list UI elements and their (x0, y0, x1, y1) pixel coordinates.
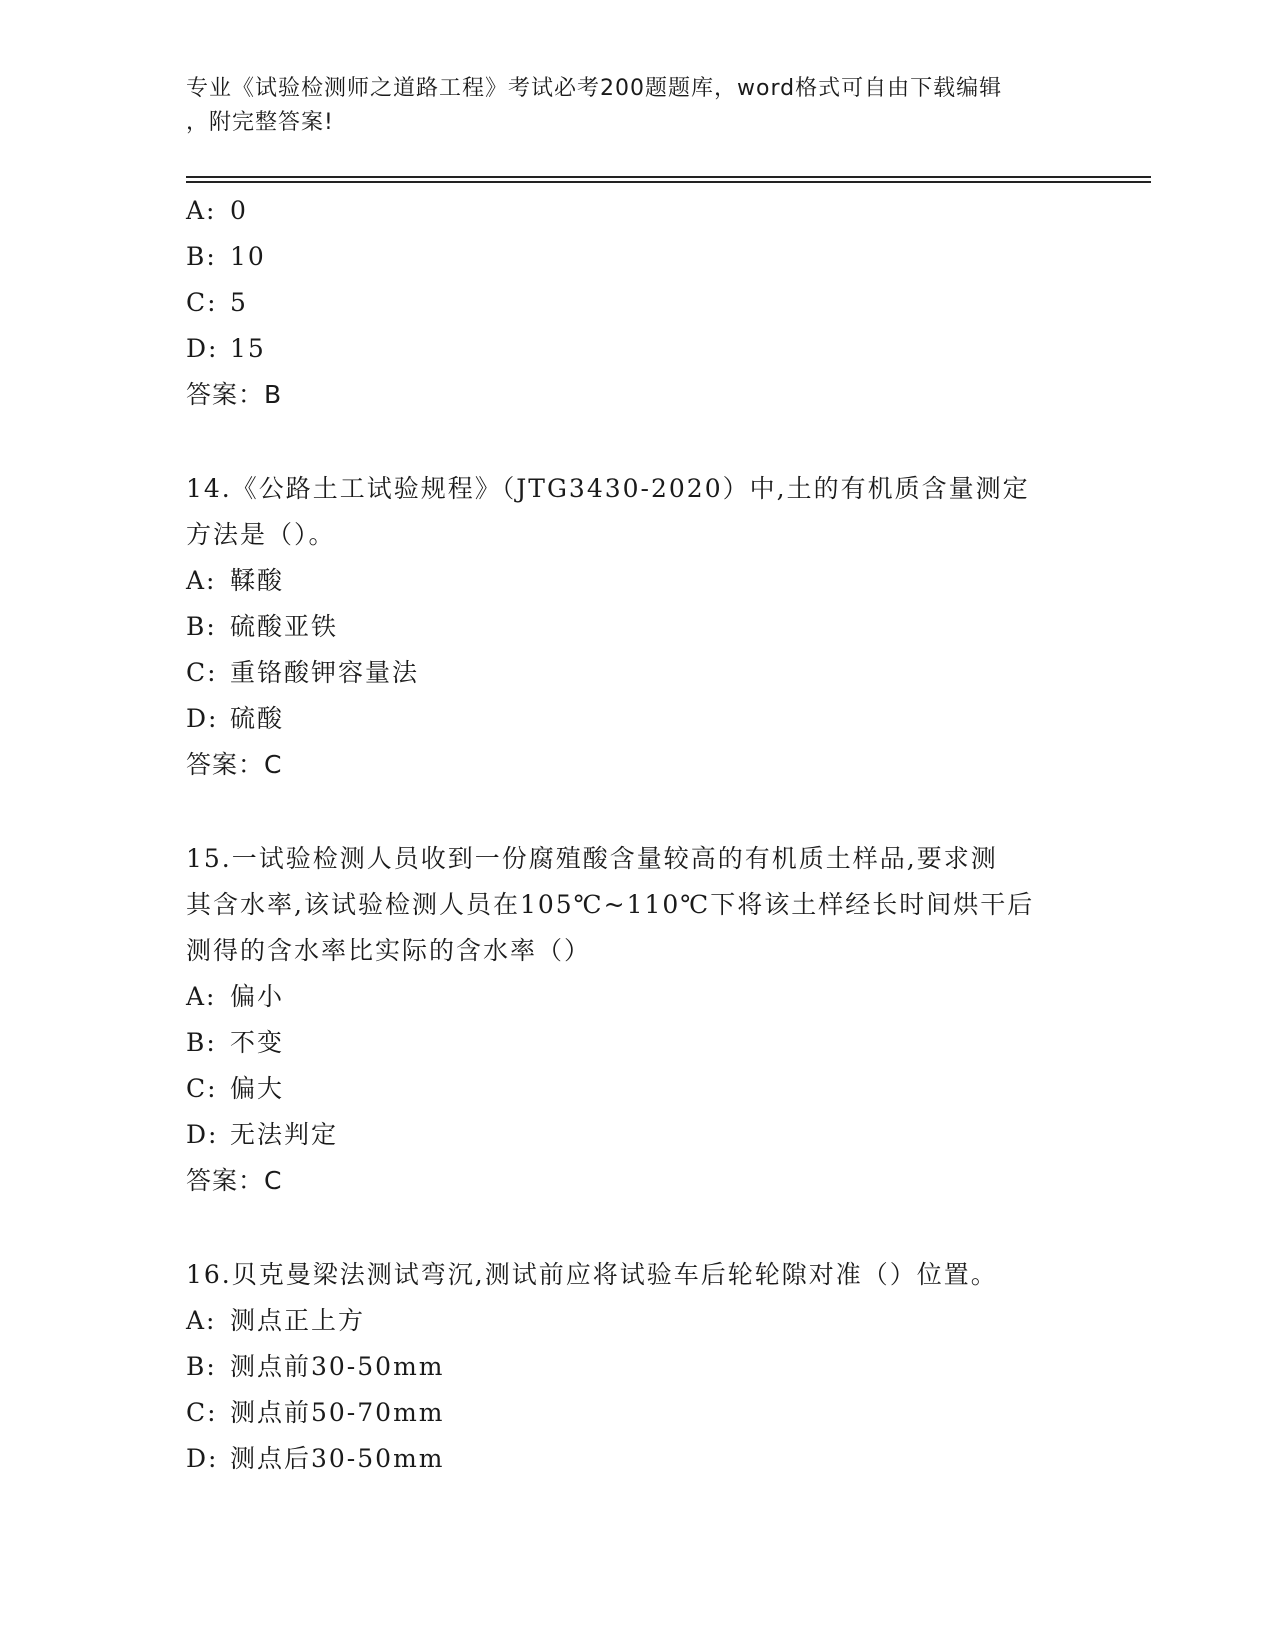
header-divider-bottom (186, 181, 1151, 183)
stem-line: 15.一试验检测人员收到一份腐殖酸含量较高的有机质土样品,要求测 (186, 844, 998, 873)
option-a (186, 1298, 1086, 1344)
option-letter: B: (186, 1028, 217, 1057)
answer: 答案：C (186, 750, 283, 779)
option-letter: A: (186, 982, 217, 1011)
question-13 (186, 188, 1086, 418)
option-a (186, 974, 1086, 1020)
option-text: 鞣酸 (230, 566, 285, 595)
option-letter: D: (186, 1444, 219, 1473)
question-16 (186, 1252, 1086, 1482)
question-14 (186, 466, 1086, 788)
option-text: 测点正上方 (230, 1306, 366, 1335)
stem-line: 其含水率,该试验检测人员在105℃~110℃下将该土样经长时间烘干后 (186, 890, 1035, 919)
option-text: 0 (230, 196, 248, 225)
option-text: 不变 (230, 1028, 285, 1057)
question-15 (186, 836, 1086, 1204)
option-c (186, 1066, 1086, 1112)
question-stem (186, 466, 1086, 558)
option-d (186, 1436, 1086, 1482)
option-letter: A: (186, 566, 217, 595)
option-text: 硫酸 (230, 704, 285, 733)
option-text: 硫酸亚铁 (230, 612, 339, 641)
option-letter: B: (186, 1352, 217, 1381)
question-stem (186, 836, 1086, 974)
spacer (186, 1204, 1086, 1252)
option-c (186, 1390, 1086, 1436)
option-c (186, 650, 1086, 696)
answer: 答案：B (186, 380, 283, 409)
option-d (186, 1112, 1086, 1158)
option-a (186, 558, 1086, 604)
stem-line: 测得的含水率比实际的含水率（） (186, 936, 592, 965)
option-d (186, 326, 1086, 372)
question-stem (186, 1252, 1086, 1298)
answer: 答案：C (186, 1166, 283, 1195)
option-text: 偏小 (230, 982, 285, 1011)
option-b (186, 234, 1086, 280)
option-text: 测点后30-50mm (230, 1444, 445, 1473)
option-letter: C: (186, 658, 218, 687)
spacer (186, 418, 1086, 466)
option-letter: A: (186, 1306, 217, 1335)
option-letter: D: (186, 1120, 219, 1149)
question-list (186, 188, 1086, 1482)
option-letter: B: (186, 242, 217, 271)
option-text: 无法判定 (230, 1120, 339, 1149)
header-divider-top (186, 176, 1151, 178)
header-title-line-1: 专业《试验检测师之道路工程》考试必考200题题库，word格式可自由下载编辑 (186, 76, 1003, 101)
option-letter: C: (186, 1074, 218, 1103)
stem-line: 方法是（）。 (186, 520, 336, 549)
option-letter: A: (186, 196, 217, 225)
option-text: 10 (230, 242, 266, 271)
option-letter: C: (186, 1398, 218, 1427)
option-letter: B: (186, 612, 217, 641)
option-text: 5 (230, 288, 248, 317)
option-letter: C: (186, 288, 218, 317)
stem-line: 14.《公路土工试验规程》（JTG3430-2020）中,土的有机质含量测定 (186, 474, 1030, 503)
option-text: 15 (230, 334, 266, 363)
option-b (186, 604, 1086, 650)
option-text: 重铬酸钾容量法 (230, 658, 420, 687)
option-text: 偏大 (230, 1074, 285, 1103)
option-text: 测点前30-50mm (230, 1352, 445, 1381)
option-b (186, 1020, 1086, 1066)
option-b (186, 1344, 1086, 1390)
option-text: 测点前50-70mm (230, 1398, 445, 1427)
document-header (186, 72, 1066, 140)
option-letter: D: (186, 334, 219, 363)
option-letter: D: (186, 704, 219, 733)
stem-line: 16.贝克曼梁法测试弯沉,测试前应将试验车后轮轮隙对准（）位置。 (186, 1260, 998, 1289)
spacer (186, 788, 1086, 836)
option-d (186, 696, 1086, 742)
option-c (186, 280, 1086, 326)
header-title-line-2: ，附完整答案! (186, 110, 334, 135)
option-a (186, 188, 1086, 234)
